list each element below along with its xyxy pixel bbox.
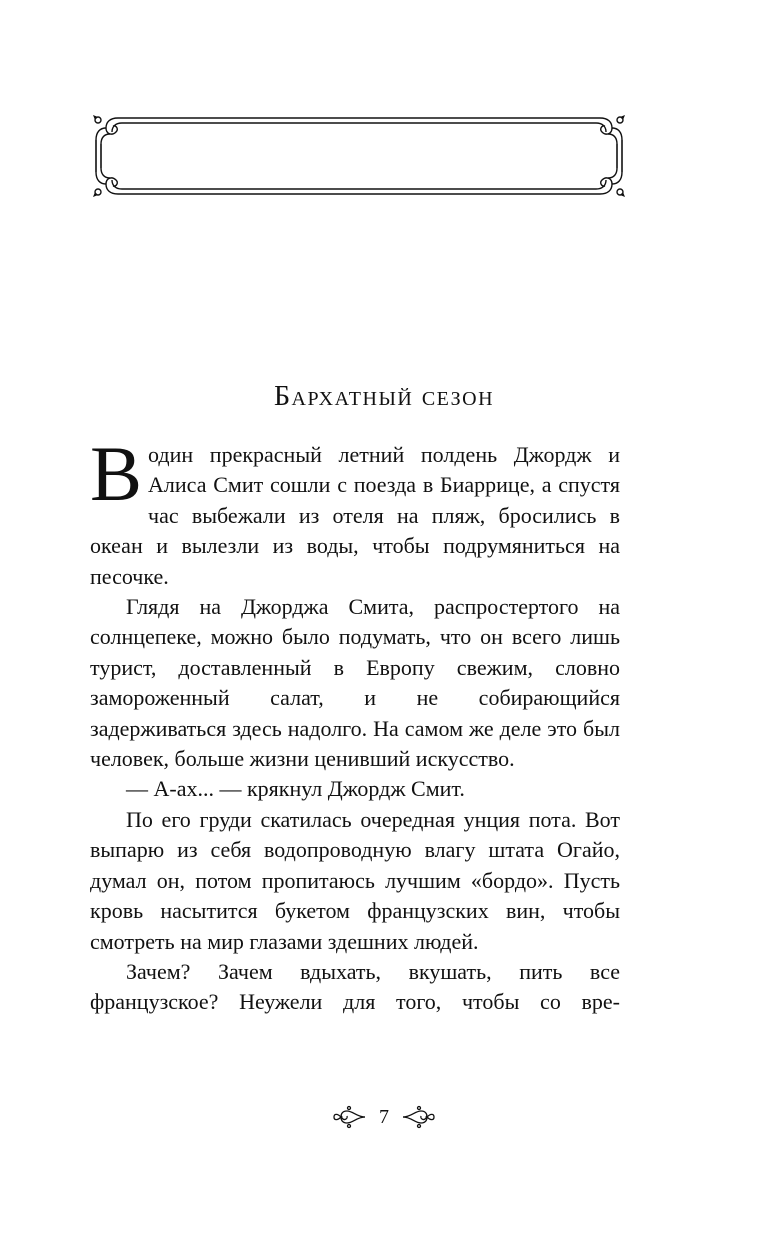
first-paragraph: [90, 430, 620, 592]
scroll-ornament-icon: [331, 1105, 367, 1129]
header-ornament-frame: [92, 114, 626, 198]
drop-cap: В: [90, 430, 143, 517]
page-number: 7: [379, 1106, 389, 1128]
body-text: [90, 430, 620, 1018]
paragraph: По его груди скатилась очередная унция пота. Вот выпарю из себя водопроводную влагу штата Огайо, думал он, потом пропитаюсь лучшим «бордо». Пусть кровь насытится букетом французских вин, чтобы смотреть на мир глазами здешних людей.: [90, 806, 620, 954]
paragraph: — А-ах... — крякнул Джордж Смит.: [126, 776, 465, 802]
page-footer: [0, 1104, 768, 1130]
paragraph: Глядя на Джорджа Смита, распростертого на солнцепеке, можно было подумать, что он всего лишь турист, доставленный в Европу свежим, словно замороженный салат, и не собирающийся задерживаться здесь надолго. На самом же деле это был человек, больше жизни ценивший искусство.: [90, 594, 620, 772]
first-paragraph-text: один прекрасный летний полдень Джордж и Алиса Смит сошли с поезда в Биаррице, а спустя час выбежали из отеля на пляж, бросились в океан и вылезли из воды, чтобы подрумяниться на песочке.: [90, 442, 620, 589]
scroll-ornament-icon: [401, 1105, 437, 1129]
frame-ornament-icon: [92, 114, 626, 198]
chapter-title: Бархатный сезон: [273, 381, 495, 412]
paragraph: Зачем? Зачем вдыхать, вкушать, пить все французское? Неужели для того, чтобы со вре-: [90, 958, 620, 1015]
